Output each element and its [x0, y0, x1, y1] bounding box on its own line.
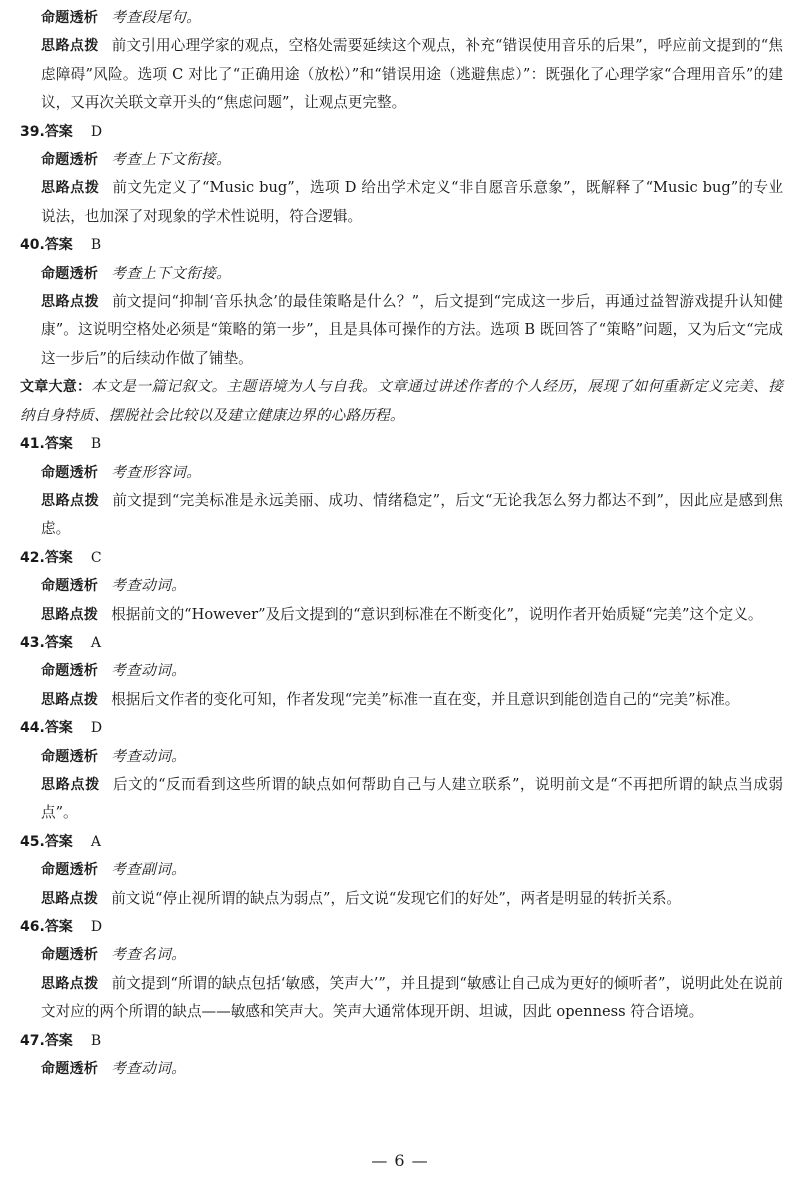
- question-number: 44.: [20, 720, 45, 737]
- analysis-row: [0, 856, 800, 884]
- hint-label: 思路点拨: [41, 38, 99, 55]
- hint-row: [0, 771, 800, 828]
- analysis-row: [0, 572, 800, 600]
- hint-text: 前文提到“完美标准是永远美丽、成功、情绪稳定”，后文“无论我怎么努力都达不到”，因此应是感到焦虑。: [41, 491, 783, 538]
- hint-row: [0, 174, 800, 231]
- analysis-label: 命题透析: [41, 663, 99, 680]
- answer-row: [0, 1027, 800, 1055]
- answer-label: 答案: [44, 833, 73, 850]
- answer-letter: C: [90, 549, 102, 566]
- analysis-row: [0, 941, 800, 969]
- hint-label: 思路点拨: [41, 776, 100, 793]
- analysis-label: 命题透析: [41, 152, 99, 169]
- hint-text: 后文的“反而看到这些所谓的缺点如何帮助自己与人建立联系”，说明前文是“不再把所谓的缺点当成弱点”。: [41, 775, 784, 822]
- answer-row: [0, 913, 800, 941]
- analysis-label: 命题透析: [41, 748, 99, 765]
- analysis-text: 考查形容词。: [111, 463, 202, 481]
- question-number: 46.: [20, 919, 45, 935]
- analysis-row: [0, 260, 800, 288]
- analysis-row: [0, 459, 800, 487]
- hint-text: 前文提问“抑制‘音乐执念’的最佳策略是什么？”，后文提到“完成这一步后，再通过益智游戏提升认知健康”。这说明空格处必须是“策略的第一步”，且是具体可操作的方法。选项 B 既回答了“策略”问题，又为后文“完成这一步后”的后续动作做了铺垫。: [41, 293, 783, 367]
- hint-row: [0, 32, 800, 117]
- analysis-text: 考查上下文衔接。: [111, 264, 232, 282]
- analysis-label: 命题透析: [41, 862, 99, 879]
- answer-row: [0, 629, 800, 657]
- hint-text: 前文先定义了“Music bug”，选项 D 给出学术定义“非自愿音乐意象”，既解释了“Music bug”的专业说法，也加深了对现象的学术性说明，符合逻辑。: [41, 179, 783, 225]
- question-number: 45.: [20, 833, 45, 850]
- question-number: 43.: [20, 634, 45, 651]
- question-number: 39.: [20, 123, 45, 140]
- hint-text: 根据前文的“However”及后文提到的“意识到标准在不断变化”，说明作者开始质疑“完美”这个定义。: [111, 605, 763, 623]
- answer-letter: D: [90, 919, 103, 935]
- answer-row: [0, 118, 800, 146]
- analysis-row: [0, 743, 800, 771]
- analysis-row: [0, 146, 800, 174]
- answer-letter: B: [90, 436, 102, 453]
- answer-label: 答案: [44, 634, 73, 651]
- answer-letter: D: [90, 720, 103, 737]
- question-number: 41.: [20, 436, 45, 453]
- answer-row: [0, 828, 800, 856]
- analysis-label: 命题透析: [41, 10, 99, 26]
- analysis-label: 命题透析: [41, 464, 99, 481]
- hint-label: 思路点拨: [41, 975, 99, 992]
- analysis-text: 考查名词。: [111, 946, 187, 964]
- hint-text: 前文引用心理学家的观点，空格处需要延续这个观点，补充“错误使用音乐的后果”，呼应前文提到的“焦虑障碍”风险。选项 C 对比了“正确用途（放松）”和“错误用途（逃避焦虑）”：既强化了心理学家“合理用音乐”的建议，又再次关联文章开头的“焦虑问题”，让观点更完整。: [41, 37, 784, 112]
- question-number: 42.: [20, 549, 45, 566]
- answer-label: 答案: [44, 436, 73, 453]
- answer-letter: B: [90, 1032, 102, 1049]
- analysis-text: 考查动词。: [111, 1060, 187, 1078]
- answer-label: 答案: [44, 1032, 73, 1049]
- answer-letter: A: [90, 634, 101, 651]
- hint-row: [0, 885, 800, 913]
- hint-label: 思路点拨: [41, 890, 99, 907]
- hint-label: 思路点拨: [41, 492, 100, 509]
- summary-text: 本文是一篇记叙文。主题语境为人与自我。文章通过讲述作者的个人经历，展现了如何重新定义完美、接纳自身特质、摆脱社会比较以及建立健康边界的心路历程。: [20, 378, 783, 424]
- question-number: 40.: [20, 237, 45, 254]
- hint-text: 前文提到“所谓的缺点包括‘敏感，笑声大’”，并且提到“敏感让自己成为更好的倾听者”，说明此处在说前文对应的两个所谓的缺点——敏感和笑声大。笑声大通常体现开朗、坦诚，因此 openness 符合语境。: [41, 974, 784, 1021]
- answer-row: [0, 544, 800, 572]
- answer-label: 答案: [44, 720, 73, 737]
- analysis-label: 命题透析: [41, 1061, 99, 1078]
- hint-text: 前文说“停止视所谓的缺点为弱点”，后文说“发现它们的好处”，两者是明显的转折关系。: [111, 889, 682, 907]
- analysis-text: 考查动词。: [111, 662, 187, 680]
- answer-label: 答案: [44, 919, 73, 935]
- hint-label: 思路点拨: [41, 180, 100, 197]
- answer-label: 答案: [44, 549, 73, 566]
- summary-row: [0, 373, 800, 430]
- answer-letter: B: [90, 237, 102, 254]
- hint-row: [0, 686, 800, 714]
- analysis-label: 命题透析: [41, 578, 99, 595]
- analysis-row: [0, 4, 800, 32]
- analysis-label: 命题透析: [41, 947, 99, 964]
- analysis-label: 命题透析: [41, 265, 99, 282]
- answer-letter: D: [90, 123, 103, 140]
- hint-text: 根据后文作者的变化可知，作者发现“完美”标准一直在变，并且意识到能创造自己的“完美”标准。: [111, 690, 740, 708]
- answer-row: [0, 430, 800, 458]
- answer-row: [0, 231, 800, 259]
- hint-row: [0, 601, 800, 629]
- analysis-row: [0, 657, 800, 685]
- answer-letter: A: [90, 833, 101, 850]
- document-body: [0, 4, 800, 1083]
- hint-row: [0, 288, 800, 373]
- hint-label: 思路点拨: [41, 294, 100, 311]
- analysis-text: 考查段尾句。: [111, 9, 202, 26]
- question-number: 47.: [20, 1032, 45, 1049]
- answer-row: [0, 714, 800, 742]
- page-number: — 6 —: [371, 1151, 429, 1170]
- hint-row: [0, 970, 800, 1027]
- hint-row: [0, 487, 800, 544]
- hint-label: 思路点拨: [41, 691, 99, 708]
- hint-label: 思路点拨: [41, 606, 99, 623]
- answer-label: 答案: [44, 123, 73, 140]
- analysis-text: 考查上下文衔接。: [111, 151, 232, 169]
- analysis-text: 考查动词。: [111, 747, 187, 765]
- analysis-row: [0, 1055, 800, 1083]
- answer-label: 答案: [44, 237, 73, 254]
- analysis-text: 考查动词。: [111, 577, 187, 595]
- analysis-text: 考查副词。: [111, 861, 187, 879]
- summary-label: 文章大意：: [20, 379, 92, 396]
